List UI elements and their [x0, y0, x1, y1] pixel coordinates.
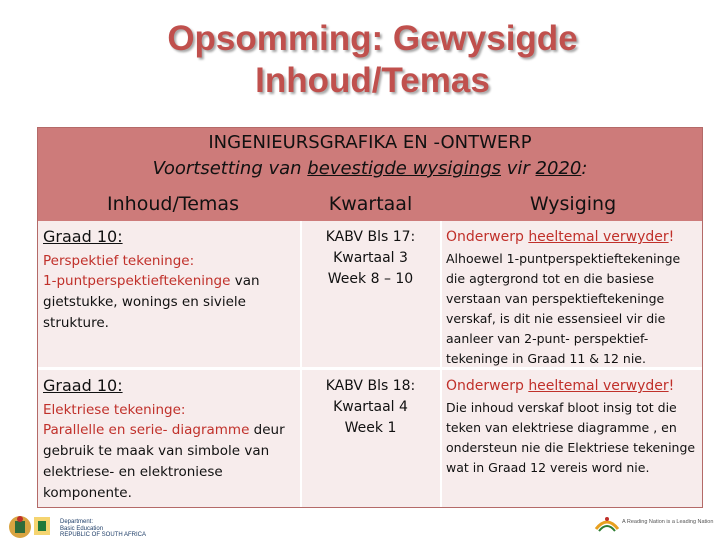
reading-nation-icon — [594, 511, 620, 535]
slide-title — [0, 18, 720, 102]
topic-body — [43, 420, 298, 504]
table-row — [38, 370, 702, 508]
caps-term: Kwartaal 3 — [333, 250, 408, 266]
continuation-year: 2020 — [535, 158, 582, 179]
column-divider — [300, 221, 302, 507]
reading-nation-logo — [594, 511, 718, 539]
slide-title-line1: Opsomming: Gewysigde — [167, 19, 578, 58]
table-row — [38, 221, 702, 367]
caps-page: KABV Bls 17: — [325, 229, 416, 245]
content-cell — [43, 370, 298, 508]
table-header — [38, 128, 702, 221]
continuation-prefix: Voortsetting van — [152, 158, 308, 179]
topic-subject: 1-puntperspektieftekeninge — [43, 273, 231, 289]
removal-emphasis: heeltemal verwyder — [528, 378, 669, 394]
topic-detail: van gietstukke, wonings en siviele strukture. — [43, 273, 260, 331]
term-cell — [308, 370, 433, 508]
caps-reference — [308, 227, 433, 290]
column-header-term: Kwartaal — [328, 193, 413, 215]
topic-subject: Parallelle en serie- diagramme — [43, 422, 250, 438]
continuation-heading — [38, 158, 702, 179]
caps-reference — [308, 376, 433, 439]
caps-page: KABV Bls 18: — [325, 378, 416, 394]
removal-prefix: Onderwerp — [446, 229, 529, 245]
caps-week: Week 8 – 10 — [327, 271, 414, 287]
continuation-emphasis: bevestigde wysigings — [307, 158, 501, 179]
amendment-note: Alhoewel 1-puntperspektieftekeninge die agtergrond tot en die basiese verstaan van perspektieftekeninge verskaf, is dit nie essensieel vir die aanleer van 2-punt- perspektief- tekeninge in Graad 11 & 12 nie. — [446, 251, 681, 366]
column-header-amendment: Wysiging — [529, 193, 617, 215]
department-country: REPUBLIC OF SOUTH AFRICA — [60, 532, 147, 538]
motto-text: A Reading Nation is a Leading Nation — [622, 519, 714, 525]
slide-title-line2: Inhoud/Temas — [255, 61, 490, 100]
grade-label: Graad 10: — [43, 376, 123, 395]
caps-week: Week 1 — [344, 420, 397, 436]
topic-description — [43, 252, 298, 334]
department-label: Department: — [60, 519, 94, 525]
department-logo — [6, 513, 166, 539]
term-cell — [308, 221, 433, 367]
amendment-cell — [446, 370, 700, 508]
coat-of-arms-icon — [6, 513, 54, 539]
topic-detail: deur gebruik te maak van simbole van elektriese- en elektroniese komponente. — [43, 422, 285, 501]
department-name — [60, 519, 146, 539]
column-divider — [440, 221, 442, 507]
department-title: Basic Education — [60, 525, 104, 532]
removal-prefix: Onderwerp — [446, 378, 529, 394]
topic-description — [43, 401, 298, 504]
removal-suffix: ! — [668, 378, 675, 394]
topic-body — [43, 271, 298, 334]
removal-suffix: ! — [668, 229, 675, 245]
topic-heading: Perspektief tekeninge: — [43, 253, 195, 269]
topic-heading: Elektriese tekeninge: — [43, 402, 186, 418]
subject-heading: INGENIEURSGRAFIKA EN -ONTWERP — [208, 132, 532, 153]
continuation-mid: vir — [501, 158, 536, 179]
column-header-content: Inhoud/Temas — [107, 193, 239, 215]
grade-label: Graad 10: — [43, 227, 123, 246]
removal-notice — [446, 376, 700, 396]
amendment-note: Die inhoud verskaf bloot insig tot die teken van elektriese diagramme , en ondersteun nie die Elektriese tekeninge wat in Graad 12 vereis word nie. — [446, 400, 696, 475]
removal-notice — [446, 227, 700, 247]
caps-term: Kwartaal 4 — [333, 399, 408, 415]
content-cell — [43, 221, 298, 367]
amendments-table — [37, 127, 703, 508]
removal-emphasis: heeltemal verwyder — [528, 229, 669, 245]
amendment-cell — [446, 221, 700, 367]
continuation-suffix: : — [581, 158, 588, 179]
